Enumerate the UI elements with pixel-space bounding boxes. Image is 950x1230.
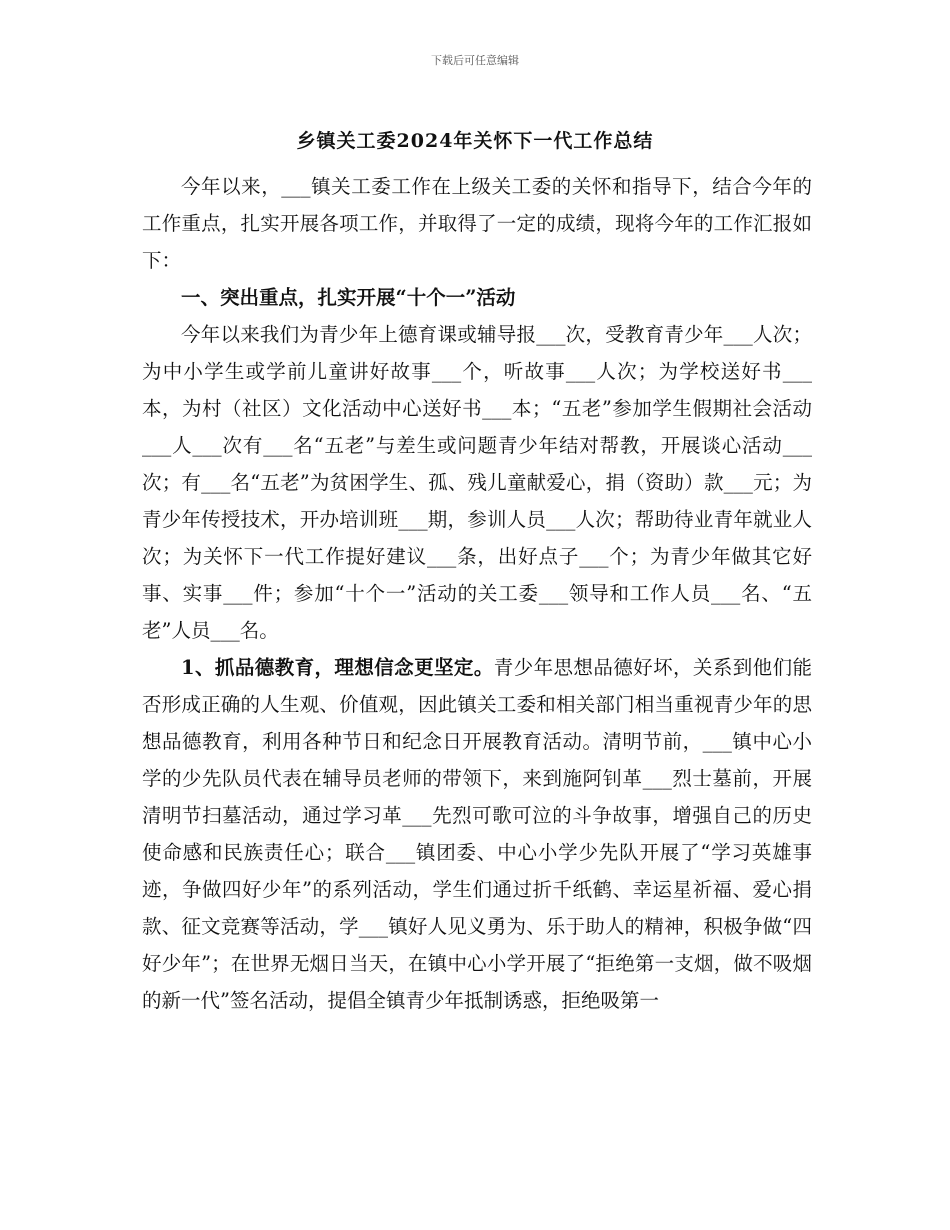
- document-body: [142, 168, 812, 1019]
- page-header: 下载后可任意编辑: [431, 54, 519, 67]
- intro-paragraph: 今年以来，___镇关工委工作在上级关工委的关怀和指导下，结合今年的工作重点，扎实开展各项工作，并取得了一定的成绩，现将今年的工作汇报如下：: [142, 175, 812, 272]
- item-lead: 1、抓品德教育，理想信念更坚定。: [181, 656, 494, 679]
- section-heading: 一、突出重点，扎实开展“十个一”活动: [181, 286, 516, 309]
- item-body: 青少年思想品德好坏，关系到他们能否形成正确的人生观、价值观，因此镇关工委和相关部门相当重视青少年的思想品德教育，利用各种节日和纪念日开展教育活动。清明节前，___镇中心小学的少先队员代表在辅导员老师的带领下，来到施阿钊革___烈士墓前，开展清明节扫墓活动，通过学习革___先烈可歌可泣的斗争故事，增强自己的历史使命感和民族责任心；联合___镇团委、中心小学少先队开展了“学习英雄事迹，争做四好少年”的系列活动，学生们通过折千纸鹤、幸运星祈福、爱心捐款、征文竞赛等活动，学___镇好人见义勇为、乐于助人的精神，积极争做“四好少年”；在世界无烟日当天，在镇中心小学开展了“拒绝第一支烟，做不吸烟的新一代”签名活动，提倡全镇青少年抵制诱惑，拒绝吸第一: [142, 656, 812, 1012]
- document-title: 乡镇关工委2024年关怀下一代工作总结: [296, 130, 654, 152]
- item-paragraph: [142, 649, 812, 1019]
- section-paragraph: 今年以来我们为青少年上德育课或辅导报___次，受教育青少年___人次；为中小学生或学前儿童讲好故事___个，听故事___人次；为学校送好书___本，为村（社区）文化活动中心送好书___本；“五老”参加学生假期社会活动___人___次有___名“五老”与差生或问题青少年结对帮教，开展谈心活动___次；有___名“五老”为贫困学生、孤、残儿童献爱心，捐（资助）款___元；为青少年传授技术，开办培训班___期，参训人员___人次；帮助待业青年就业人次；为关怀下一代工作提好建议___条，出好点子___个；为青少年做其它好事、实事___件；参加“十个一”活动的关工委___领导和工作人员___名、“五老”人员___名。: [142, 323, 812, 642]
